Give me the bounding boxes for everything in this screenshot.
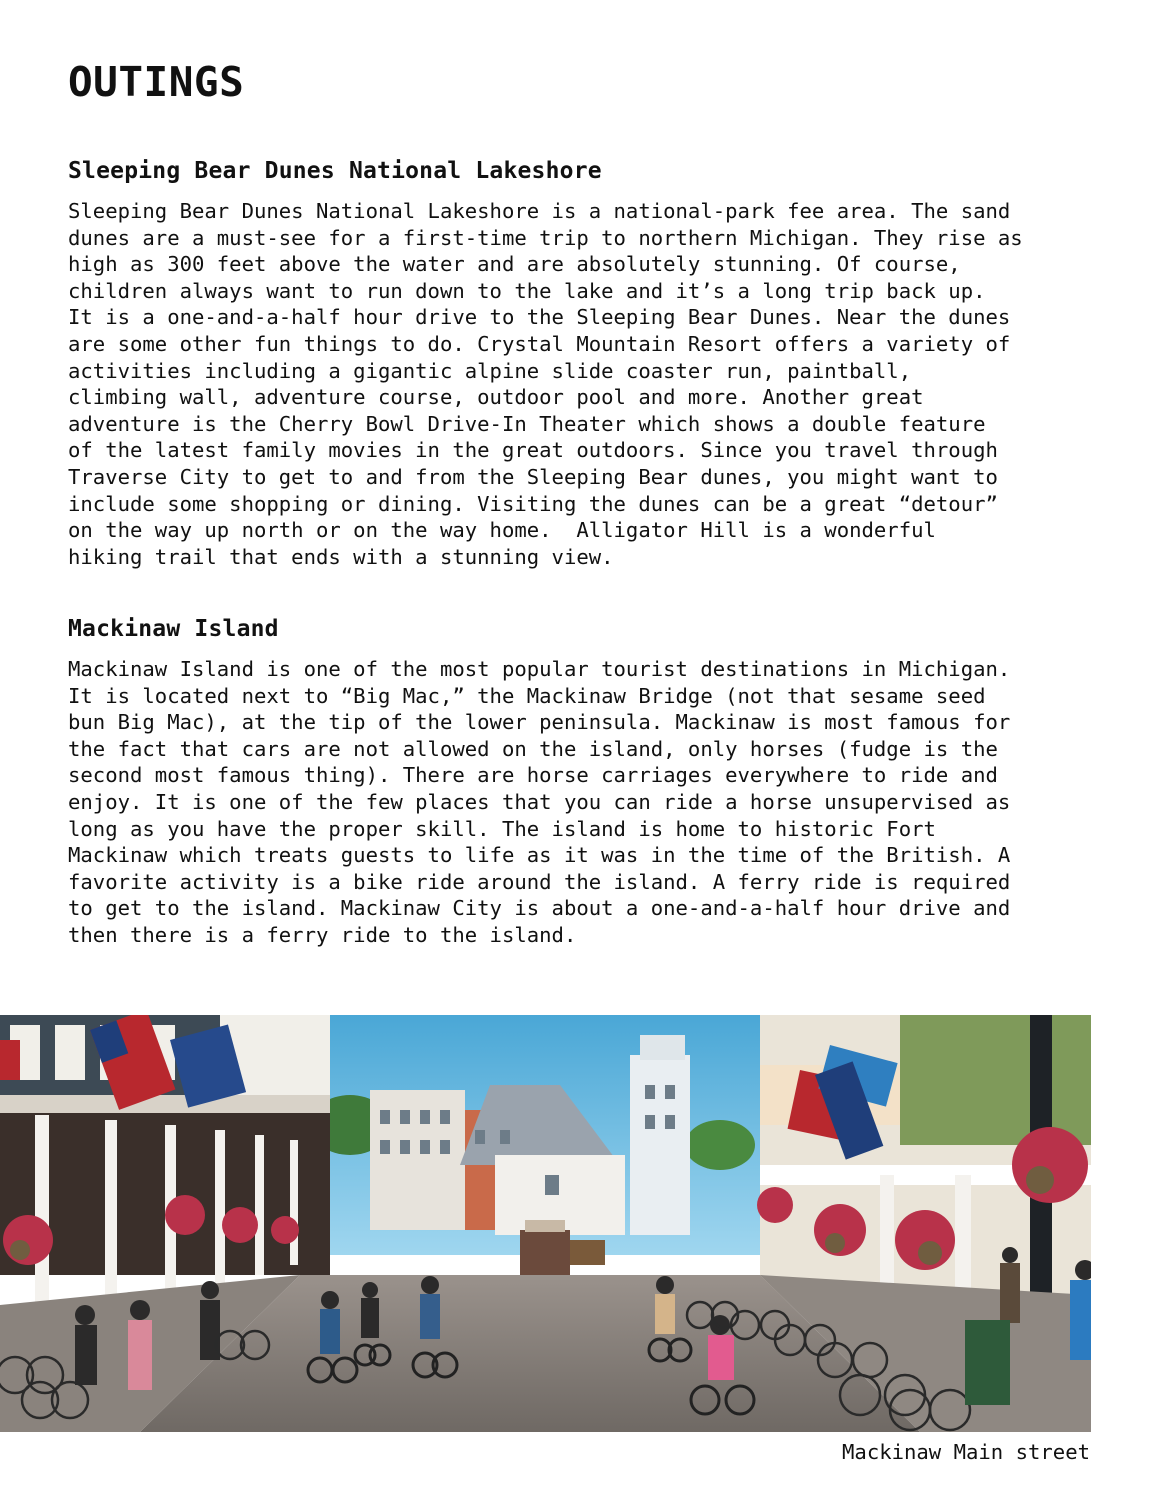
body-line: to get to the island. Mackinaw City is about a one-and-a-half hour drive and [68,896,1011,921]
body-line: Sleeping Bear Dunes National Lakeshore is a national-park fee area. The sand [68,199,1011,223]
section-heading-sleeping-bear: Sleeping Bear Dunes National Lakeshore [68,158,602,184]
body-line: include some shopping or dining. Visiting the dunes can be a great “detour” [68,491,998,516]
body-line: climbing wall, adventure course, outdoor pool and more. Another great [68,385,924,410]
body-line: high as 300 feet above the water and are absolutely stunning. Of course, [68,252,961,277]
body-line: dunes are a must-see for a first-time trip to northern Michigan. They rise as [68,225,1023,250]
body-line: on the way up north or on the way home. Alligator Hill is a wonderful [68,518,936,543]
body-line: adventure is the Cherry Bowl Drive-In Theater which shows a double feature [68,411,986,436]
body-line: Mackinaw which treats guests to life as it was in the time of the British. A [68,843,1011,868]
body-line: It is located next to “Big Mac,” the Mackinaw Bridge (not that sesame seed [68,683,986,708]
body-line: of the latest family movies in the great outdoors. Since you travel through [68,438,998,463]
section-heading-mackinaw: Mackinaw Island [68,616,279,642]
body-line: second most famous thing). There are horse carriages everywhere to ride and [68,763,998,788]
body-line: Mackinaw Island is one of the most popular tourist destinations in Michigan. [68,657,1011,681]
body-line: the fact that cars are not allowed on the island, only horses (fudge is the [68,736,998,761]
body-line: bun Big Mac), at the tip of the lower peninsula. Mackinaw is most famous for [68,710,1011,735]
body-line: favorite activity is a bike ride around the island. A ferry ride is required [68,869,1011,894]
body-line: are some other fun things to do. Crystal Mountain Resort offers a variety of [68,331,1011,356]
body-line: It is a one-and-a-half hour drive to the Sleeping Bear Dunes. Near the dunes [68,305,1011,330]
body-line: then there is a ferry ride to the island. [68,922,577,947]
page-title: OUTINGS [68,58,245,106]
body-line: hiking trail that ends with a stunning view. [68,544,614,569]
body-line: children always want to run down to the lake and it’s a long trip back up. [68,278,986,303]
body-line: enjoy. It is one of the few places that you can ride a horse unsupervised as [68,789,1011,814]
mackinaw-street-photo [0,1015,1091,1432]
body-line: Traverse City to get to and from the Sleeping Bear dunes, you might want to [68,464,998,489]
body-line: activities including a gigantic alpine slide coaster run, paintball, [68,358,912,383]
photo-caption: Mackinaw Main street [842,1440,1090,1464]
section-body-mackinaw [68,656,1098,949]
section-body-sleeping-bear [68,198,1098,570]
body-line: long as you have the proper skill. The island is home to historic Fort [68,816,936,841]
